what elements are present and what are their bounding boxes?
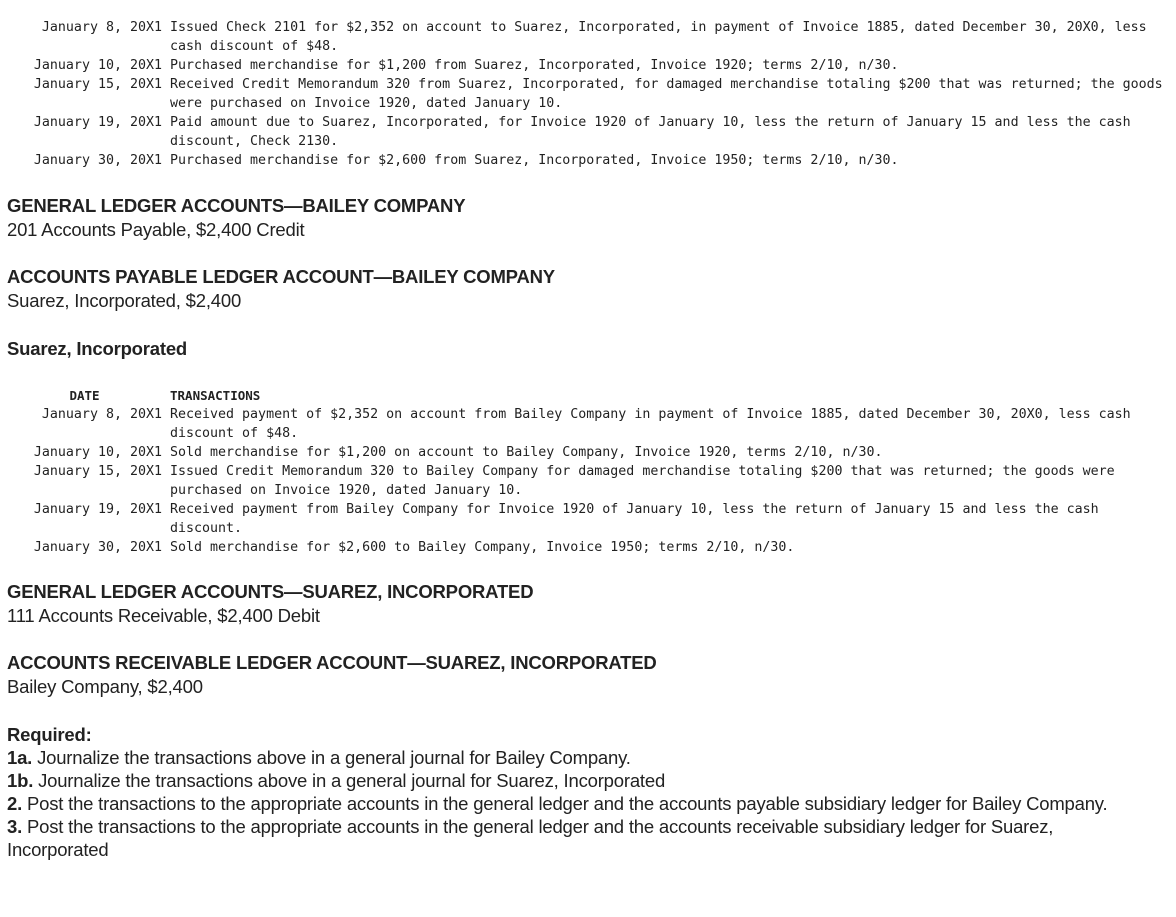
item-number: 2. (7, 793, 23, 814)
transaction-date: January 19, 20X1 (33, 502, 162, 517)
item-text: Journalize the transactions above in a general journal for Suarez, Incorporated (33, 770, 666, 791)
table-row (7, 18, 1173, 56)
item-number: 1b. (7, 770, 34, 791)
table-row (7, 538, 1173, 557)
required-item (7, 769, 1157, 792)
required-item (7, 792, 1157, 815)
transaction-date: January 19, 20X1 (33, 115, 162, 130)
account-line: Suarez, Incorporated, $2,400 (7, 290, 242, 311)
table-header-row (7, 386, 1173, 405)
table-row (7, 151, 1173, 170)
transaction-text: Received payment from Bailey Company for Invoice 1920 of January 10, less the return of January 15 and less the cash discount. (170, 502, 1107, 536)
transaction-text: Received Credit Memorandum 320 from Suarez, Incorporated, for damaged merchandise totaling $200 that was returned; the goods were purchased on Invoice 1920, dated January 10. (170, 77, 1171, 111)
table-row (7, 443, 1173, 462)
transaction-date: January 8, 20X1 (41, 407, 162, 422)
item-text: Post the transactions to the appropriate accounts in the general ledger and the accounts payable subsidiary ledger for Bailey Company. (22, 793, 1108, 814)
table-row (7, 56, 1173, 75)
suarez-heading (7, 338, 187, 360)
suarez-transactions-table (7, 386, 1173, 557)
company-heading: Suarez, Incorporated (7, 338, 188, 359)
table-row (7, 405, 1173, 443)
transaction-text: Purchased merchandise for $2,600 from Suarez, Incorporated, Invoice 1950; terms 2/10, n/30. (170, 153, 899, 168)
suarez-transactions (7, 386, 1173, 557)
transaction-date: January 30, 20X1 (33, 540, 162, 555)
transactions-column-header: TRANSACTIONS (170, 388, 261, 403)
table-row (7, 75, 1173, 113)
bailey-transactions-table (7, 18, 1173, 170)
section-title: GENERAL LEDGER ACCOUNTS—SUAREZ, INCORPORATED (7, 581, 534, 602)
transaction-text: Received payment of $2,352 on account from Bailey Company in payment of Invoice 1885, dated December 30, 20X0, less cash discount of $48. (170, 407, 1139, 441)
required-section (7, 723, 1157, 861)
section-title: ACCOUNTS PAYABLE LEDGER ACCOUNT—BAILEY COMPANY (7, 266, 555, 287)
item-text: Post the transactions to the appropriate accounts in the general ledger and the accounts receivable subsidiary ledger for Suarez, Incorporated (7, 816, 1054, 860)
suarez-ar-ledger (7, 652, 657, 698)
bailey-transactions (7, 18, 1173, 170)
required-item (7, 746, 1157, 769)
account-line: 111 Accounts Receivable, $2,400 Debit (7, 605, 320, 626)
transaction-date: January 15, 20X1 (33, 77, 162, 92)
item-number: 1a. (7, 747, 33, 768)
transaction-date: January 15, 20X1 (33, 464, 162, 479)
table-row (7, 113, 1173, 151)
section-title: GENERAL LEDGER ACCOUNTS—BAILEY COMPANY (7, 195, 466, 216)
transaction-text: Purchased merchandise for $1,200 from Suarez, Incorporated, Invoice 1920; terms 2/10, n/30. (170, 58, 899, 73)
table-row (7, 500, 1173, 538)
transaction-date: January 30, 20X1 (33, 153, 162, 168)
transaction-text: Paid amount due to Suarez, Incorporated, for Invoice 1920 of January 10, less the return of January 15 and less the cash discount, Check 2130. (170, 115, 1139, 149)
section-title: ACCOUNTS RECEIVABLE LEDGER ACCOUNT—SUAREZ, INCORPORATED (7, 652, 657, 673)
account-line: 201 Accounts Payable, $2,400 Credit (7, 219, 305, 240)
transaction-date: January 10, 20X1 (33, 58, 162, 73)
suarez-general-ledger (7, 581, 533, 627)
account-line: Bailey Company, $2,400 (7, 676, 203, 697)
transaction-date: January 8, 20X1 (41, 20, 162, 35)
item-number: 3. (7, 816, 23, 837)
transaction-text: Issued Check 2101 for $2,352 on account to Suarez, Incorporated, in payment of Invoice 1885, dated December 30, 20X0, less cash discount of $48. (170, 20, 1155, 54)
transaction-text: Issued Credit Memorandum 320 to Bailey Company for damaged merchandise totaling $200 that was returned; the goods were purchased on Invoice 1920, dated January 10. (170, 464, 1123, 498)
item-text: Journalize the transactions above in a general journal for Bailey Company. (32, 747, 631, 768)
bailey-general-ledger (7, 195, 465, 241)
transaction-text: Sold merchandise for $1,200 on account to Bailey Company, Invoice 1920, terms 2/10, n/30. (170, 445, 883, 460)
transaction-text: Sold merchandise for $2,600 to Bailey Company, Invoice 1950; terms 2/10, n/30. (170, 540, 795, 555)
required-heading: Required: (7, 724, 92, 745)
table-row (7, 462, 1173, 500)
transaction-date: January 10, 20X1 (33, 445, 162, 460)
bailey-ap-ledger (7, 266, 555, 312)
date-column-header: DATE (69, 388, 100, 403)
required-item (7, 815, 1157, 861)
